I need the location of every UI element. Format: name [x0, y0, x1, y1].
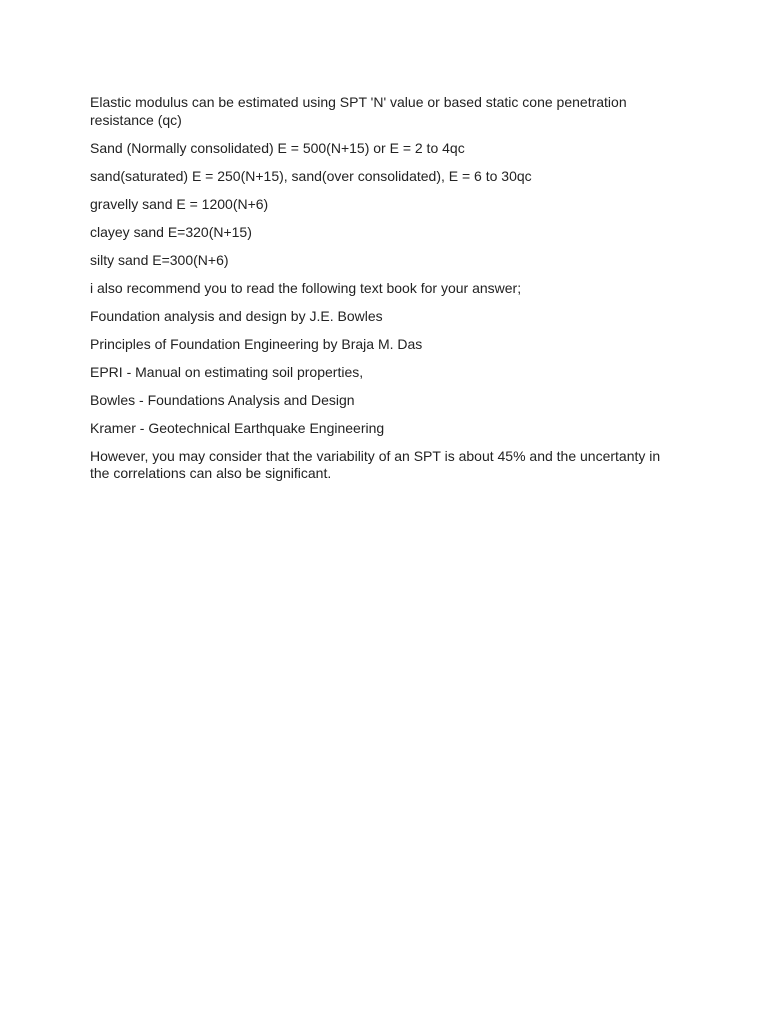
document-page	[90, 94, 680, 493]
recommendation-paragraph: i also recommend you to read the following text book for your answer;	[90, 279, 522, 296]
gravelly-sand-formula: gravelly sand E = 1200(N+6)	[90, 195, 269, 212]
sand-saturated-formula: sand(saturated) E = 250(N+15), sand(over consolidated), E = 6 to 30qc	[90, 167, 532, 184]
silty-sand-formula: silty sand E=300(N+6)	[90, 251, 229, 268]
book-bowles-analysis: Bowles - Foundations Analysis and Design	[90, 391, 355, 408]
sand-normally-consolidated-formula: Sand (Normally consolidated) E = 500(N+15) or E = 2 to 4qc	[90, 139, 465, 156]
book-epri-manual: EPRI - Manual on estimating soil properties,	[90, 363, 364, 380]
book-kramer-geotechnical: Kramer - Geotechnical Earthquake Engineering	[90, 419, 385, 436]
intro-paragraph: Elastic modulus can be estimated using SPT 'N' value or based static cone penetration resistance (qc)	[90, 94, 627, 128]
book-das-principles: Principles of Foundation Engineering by Braja M. Das	[90, 335, 423, 352]
clayey-sand-formula: clayey sand E=320(N+15)	[90, 223, 252, 240]
book-bowles-foundation: Foundation analysis and design by J.E. Bowles	[90, 307, 383, 324]
closing-paragraph: However, you may consider that the variability of an SPT is about 45% and the uncertanty in the correlations can also be significant.	[90, 447, 661, 481]
